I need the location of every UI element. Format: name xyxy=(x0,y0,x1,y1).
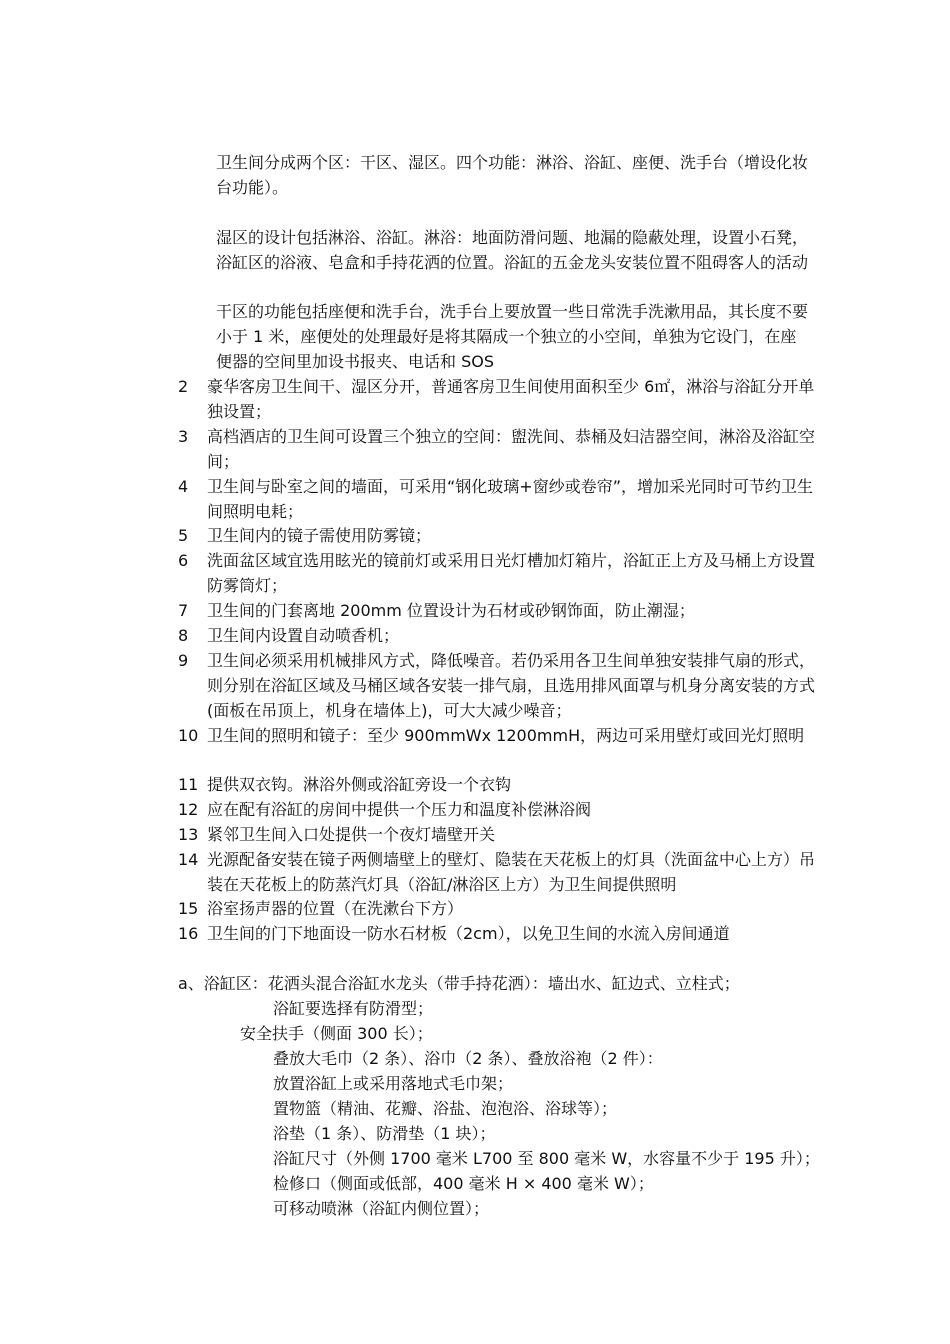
list-item-number: 10 xyxy=(178,726,199,745)
list-item-text: 卫生间与卧室之间的墙面，可采用“钢化玻璃+窗纱或卷帘”，增加采光同时可节约卫生间照明电耗； xyxy=(207,477,813,521)
bath-area-line: 放置浴缸上或采用落地式毛巾架； xyxy=(273,1074,514,1093)
list-item-text: 卫生间内设置自动喷香机； xyxy=(207,626,400,645)
list-item-number: 2 xyxy=(178,377,189,396)
list-item-number: 12 xyxy=(178,800,199,819)
list-item-text: 卫生间的门套离地 200mm 位置设计为石材或砂钢饰面，防止潮湿； xyxy=(207,601,695,620)
list-item-number: 11 xyxy=(178,775,199,794)
list-item-text: 豪华客房卫生间干、湿区分开，普通客房卫生间使用面积至少 6㎡，淋浴与浴缸分开单独设置； xyxy=(207,377,815,421)
bath-area-line: 浴缸尺寸（外侧 1700 毫米 L700 至 800 毫米 W，水容量不少于 195 升）； xyxy=(273,1149,820,1168)
list-item xyxy=(178,723,818,748)
list-item xyxy=(178,822,818,847)
intro-paragraph-wet-zone: 湿区的设计包括淋浴、浴缸。淋浴：地面防滑问题、地漏的隐蔽处理，设置小石凳，浴缸区的浴液、皂盒和手持花洒的位置。浴缸的五金龙头安装位置不阻碍客人的活动 xyxy=(216,228,809,272)
list-item-number: 6 xyxy=(178,551,189,570)
list-item-text: 卫生间的照明和镜子：至少 900mmWx 1200mmH，两边可采用壁灯或回光灯照明 xyxy=(207,726,805,745)
list-item-number: 16 xyxy=(178,924,199,943)
list-item xyxy=(178,797,818,822)
list-item xyxy=(178,598,818,623)
list-item-text: 光源配备安装在镜子两侧墙壁上的壁灯、隐装在天花板上的灯具（洗面盆中心上方）吊装在天花板上的防蒸汽灯具（浴缸/淋浴区上方）为卫生间提供照明 xyxy=(207,850,816,894)
list-item-text: 卫生间的门下地面设一防水石材板（2cm），以免卫生间的水流入房间通道 xyxy=(207,924,730,943)
list-item-text: 应在配有浴缸的房间中提供一个压力和温度补偿淋浴阀 xyxy=(207,800,592,819)
list-item-number: 15 xyxy=(178,899,199,918)
list-item xyxy=(178,374,818,424)
intro-paragraph-zones: 卫生间分成两个区：干区、湿区。四个功能：淋浴、浴缸、座便、洗手台（增设化妆台功能）。 xyxy=(216,153,809,197)
list-item-number: 7 xyxy=(178,601,189,620)
list-item xyxy=(178,548,818,598)
list-item xyxy=(178,772,818,797)
bath-area-line: 浴缸要选择有防滑型； xyxy=(273,999,434,1018)
list-item xyxy=(178,623,818,648)
list-item-number: 3 xyxy=(178,427,189,446)
list-item xyxy=(178,474,818,524)
list-item xyxy=(178,921,818,946)
list-item-text: 浴室扬声器的位置（在洗漱台下方） xyxy=(207,899,464,918)
bath-area-heading: a、浴缸区：花洒头混合浴缸水龙头（带手持花洒）：墙出水、缸边式、立柱式； xyxy=(178,974,740,993)
list-item-number: 8 xyxy=(178,626,189,645)
bath-area-line: 浴垫（1 条）、防滑垫（1 块）； xyxy=(273,1124,496,1143)
list-item-text: 紧邻卫生间入口处提供一个夜灯墙壁开关 xyxy=(207,825,496,844)
list-item-number: 9 xyxy=(178,651,189,670)
list-item-number: 4 xyxy=(178,477,189,496)
bath-area-line: 置物篮（精油、花瓣、浴盐、泡泡浴、浴球等）； xyxy=(273,1099,618,1118)
list-item-text: 卫生间必须采用机械排风方式，降低噪音。若仍采用各卫生间单独安装排气扇的形式，则分别在浴缸区域及马桶区域各安装一排气扇，且选用排风面罩与机身分离安装的方式(面板在吊顶上，机身在墙体上)，可大大减少噪音； xyxy=(207,651,816,720)
list-item-text: 高档酒店的卫生间可设置三个独立的空间：盥洗间、恭桶及妇洁器空间，淋浴及浴缸空间； xyxy=(207,427,816,471)
bath-area-line: 安全扶手（侧面 300 长）； xyxy=(240,1024,433,1043)
list-item-text: 提供双衣钩。淋浴外侧或浴缸旁设一个衣钩 xyxy=(207,775,512,794)
list-item-number: 13 xyxy=(178,825,199,844)
bath-area-line: 叠放大毛巾（2 条）、浴巾（2 条）、叠放浴袍（2 件）： xyxy=(273,1049,663,1068)
list-item-text: 洗面盆区域宜选用眩光的镜前灯或采用日光灯槽加灯箱片，浴缸正上方及马桶上方设置防雾筒灯； xyxy=(207,551,816,595)
intro-paragraph-dry-zone: 干区的功能包括座便和洗手台，洗手台上要放置一些日常洗手洗漱用品，其长度不要小于 1 米，座便处的处理最好是将其隔成一个独立的小空间，单独为它设门，在座便器的空间里加设书报夹、电话和 SOS xyxy=(216,302,809,371)
list-item xyxy=(178,424,818,474)
bath-area-line: 可移动喷淋（浴缸内侧位置）； xyxy=(273,1199,490,1218)
list-item xyxy=(178,896,818,921)
list-item-number: 5 xyxy=(178,526,189,545)
list-item xyxy=(178,648,818,723)
bath-area-line: 检修口（侧面或低部，400 毫米 H × 400 毫米 W）； xyxy=(273,1174,654,1193)
list-item-text: 卫生间内的镜子需使用防雾镜； xyxy=(207,526,432,545)
list-item-number: 14 xyxy=(178,850,199,869)
list-item xyxy=(178,523,818,548)
list-item xyxy=(178,847,818,897)
